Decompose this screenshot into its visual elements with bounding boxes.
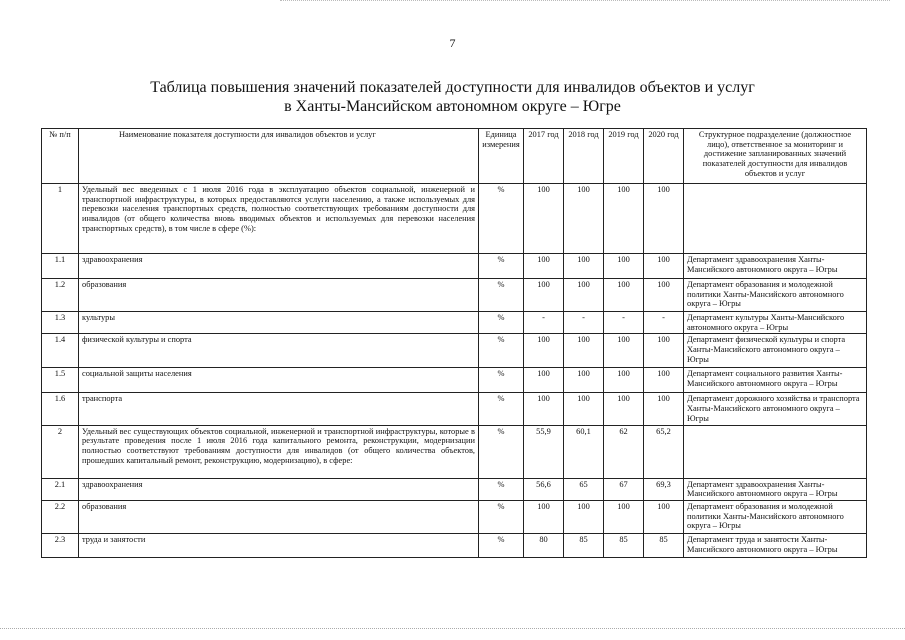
table-row — [42, 500, 867, 533]
cell-2018: 85 — [564, 533, 604, 557]
title-line-1: Таблица повышения значений показателей доступности для инвалидов объектов и услуг — [150, 79, 755, 96]
cell-2020: 100 — [644, 368, 684, 393]
cell-unit: % — [479, 533, 524, 557]
cell-2017: 100 — [524, 393, 564, 425]
cell-2018: 100 — [564, 279, 604, 312]
cell-name: Удельный вес введенных с 1 июля 2016 года в эксплуатацию объектов социальной, инженерной и транспортной инфраструктуры, в которых предоставляются услуги населению, а также используемых для перевозки населения транспортных средств, полностью соответствующих требованиям доступности для инвалидов (от общего количества вновь вводимых объектов и используемых для перевозки населения транспортных средств), в том числе в сфере (%): — [79, 184, 479, 254]
cell-name: транспорта — [79, 393, 479, 425]
cell-responsible — [684, 425, 867, 478]
cell-num: 1.3 — [42, 312, 79, 334]
cell-unit: % — [479, 393, 524, 425]
table-row — [42, 368, 867, 393]
cell-2018: 100 — [564, 500, 604, 533]
cell-2019: 100 — [604, 334, 644, 368]
cell-2020: 100 — [644, 393, 684, 425]
cell-num: 1 — [42, 184, 79, 254]
table-row — [42, 478, 867, 500]
cell-responsible: Департамент образования и молодежной политики Ханты-Мансийского автономного округа – Югры — [684, 279, 867, 312]
cell-2018: 100 — [564, 393, 604, 425]
header-2017: 2017 год — [524, 129, 564, 184]
cell-name: физической культуры и спорта — [79, 334, 479, 368]
cell-2018: 60,1 — [564, 425, 604, 478]
cell-2019: 67 — [604, 478, 644, 500]
header-unit: Единица измерения — [479, 129, 524, 184]
cell-responsible: Департамент дорожного хозяйства и транспорта Ханты-Мансийского автономного округа – Югры — [684, 393, 867, 425]
cell-2019: 62 — [604, 425, 644, 478]
header-num: № п/п — [42, 129, 79, 184]
cell-num: 1.6 — [42, 393, 79, 425]
cell-unit: % — [479, 312, 524, 334]
cell-name: Удельный вес существующих объектов социальной, инженерной и транспортной инфраструктуры, которые в результате проведения после 1 июля 2016 года капитального ремонта, реконструкции, модернизации полностью соответствуют требованиям доступности для инвалидов (от общего количества объектов, прошедших капитальный ремонт, реконструкцию, модернизацию), в сфере: — [79, 425, 479, 478]
cell-2017: - — [524, 312, 564, 334]
cell-num: 2.3 — [42, 533, 79, 557]
cell-2019: 100 — [604, 184, 644, 254]
cell-unit: % — [479, 279, 524, 312]
cell-responsible: Департамент культуры Ханты-Мансийского автономного округа – Югры — [684, 312, 867, 334]
cell-2018: 100 — [564, 368, 604, 393]
cell-2017: 100 — [524, 184, 564, 254]
cell-2019: 100 — [604, 393, 644, 425]
cell-name: здравоохранения — [79, 254, 479, 279]
cell-unit: % — [479, 500, 524, 533]
table-row — [42, 393, 867, 425]
cell-2020: 65,2 — [644, 425, 684, 478]
cell-name: образования — [79, 279, 479, 312]
cell-name: здравоохранения — [79, 478, 479, 500]
scan-edge-bottom — [0, 628, 905, 630]
cell-responsible: Департамент социального развития Ханты-Мансийского автономного округа – Югры — [684, 368, 867, 393]
scan-edge-top — [280, 0, 890, 2]
cell-2017: 100 — [524, 254, 564, 279]
cell-2018: 100 — [564, 334, 604, 368]
cell-2017: 80 — [524, 533, 564, 557]
table-row — [42, 334, 867, 368]
cell-name: культуры — [79, 312, 479, 334]
cell-2018: 65 — [564, 478, 604, 500]
cell-2017: 100 — [524, 368, 564, 393]
cell-2020: 100 — [644, 184, 684, 254]
cell-2017: 55,9 — [524, 425, 564, 478]
cell-2020: 85 — [644, 533, 684, 557]
table-row — [42, 279, 867, 312]
cell-responsible: Департамент образования и молодежной политики Ханты-Мансийского автономного округа – Югры — [684, 500, 867, 533]
cell-unit: % — [479, 368, 524, 393]
accessibility-indicators-table — [41, 128, 867, 558]
cell-2017: 100 — [524, 500, 564, 533]
cell-num: 1.2 — [42, 279, 79, 312]
cell-2019: 100 — [604, 279, 644, 312]
cell-2020: 100 — [644, 334, 684, 368]
cell-2019: - — [604, 312, 644, 334]
document-title — [0, 78, 905, 116]
table-row — [42, 312, 867, 334]
cell-num: 1.4 — [42, 334, 79, 368]
title-line-2: в Ханты-Мансийском автономном округе – Югре — [284, 98, 621, 115]
cell-2020: 100 — [644, 254, 684, 279]
cell-2020: - — [644, 312, 684, 334]
cell-responsible: Департамент физической культуры и спорта Ханты-Мансийского автономного округа – Югры — [684, 334, 867, 368]
table-row — [42, 254, 867, 279]
table-row — [42, 425, 867, 478]
header-2020: 2020 год — [644, 129, 684, 184]
cell-2020: 100 — [644, 500, 684, 533]
cell-name: образования — [79, 500, 479, 533]
cell-num: 2.1 — [42, 478, 79, 500]
cell-2019: 100 — [604, 500, 644, 533]
cell-name: социальной защиты населения — [79, 368, 479, 393]
cell-unit: % — [479, 254, 524, 279]
cell-num: 2.2 — [42, 500, 79, 533]
table-header-row — [42, 129, 867, 184]
header-2019: 2019 год — [604, 129, 644, 184]
cell-name: труда и занятости — [79, 533, 479, 557]
cell-2017: 100 — [524, 334, 564, 368]
cell-2017: 100 — [524, 279, 564, 312]
cell-2019: 100 — [604, 368, 644, 393]
cell-num: 1.5 — [42, 368, 79, 393]
cell-unit: % — [479, 425, 524, 478]
header-name: Наименование показателя доступности для инвалидов объектов и услуг — [79, 129, 479, 184]
cell-responsible — [684, 184, 867, 254]
cell-unit: % — [479, 478, 524, 500]
cell-2019: 85 — [604, 533, 644, 557]
cell-unit: % — [479, 184, 524, 254]
cell-num: 2 — [42, 425, 79, 478]
table-row — [42, 533, 867, 557]
cell-2019: 100 — [604, 254, 644, 279]
cell-2020: 69,3 — [644, 478, 684, 500]
cell-responsible: Департамент труда и занятости Ханты-Мансийского автономного округа – Югры — [684, 533, 867, 557]
header-responsible: Структурное подразделение (должностное лицо), ответственное за мониторинг и достижение запланированных значений показателей доступности для инвалидов объектов и услуг — [684, 129, 867, 184]
header-2018: 2018 год — [564, 129, 604, 184]
cell-2017: 56,6 — [524, 478, 564, 500]
cell-unit: % — [479, 334, 524, 368]
cell-2018: - — [564, 312, 604, 334]
page-number: 7 — [449, 36, 456, 50]
cell-2018: 100 — [564, 254, 604, 279]
cell-2020: 100 — [644, 279, 684, 312]
table-row — [42, 184, 867, 254]
cell-responsible: Департамент здравоохранения Ханты-Мансийского автономного округа – Югры — [684, 254, 867, 279]
table-body — [42, 184, 867, 558]
cell-num: 1.1 — [42, 254, 79, 279]
cell-2018: 100 — [564, 184, 604, 254]
cell-responsible: Департамент здравоохранения Ханты-Мансийского автономного округа – Югры — [684, 478, 867, 500]
